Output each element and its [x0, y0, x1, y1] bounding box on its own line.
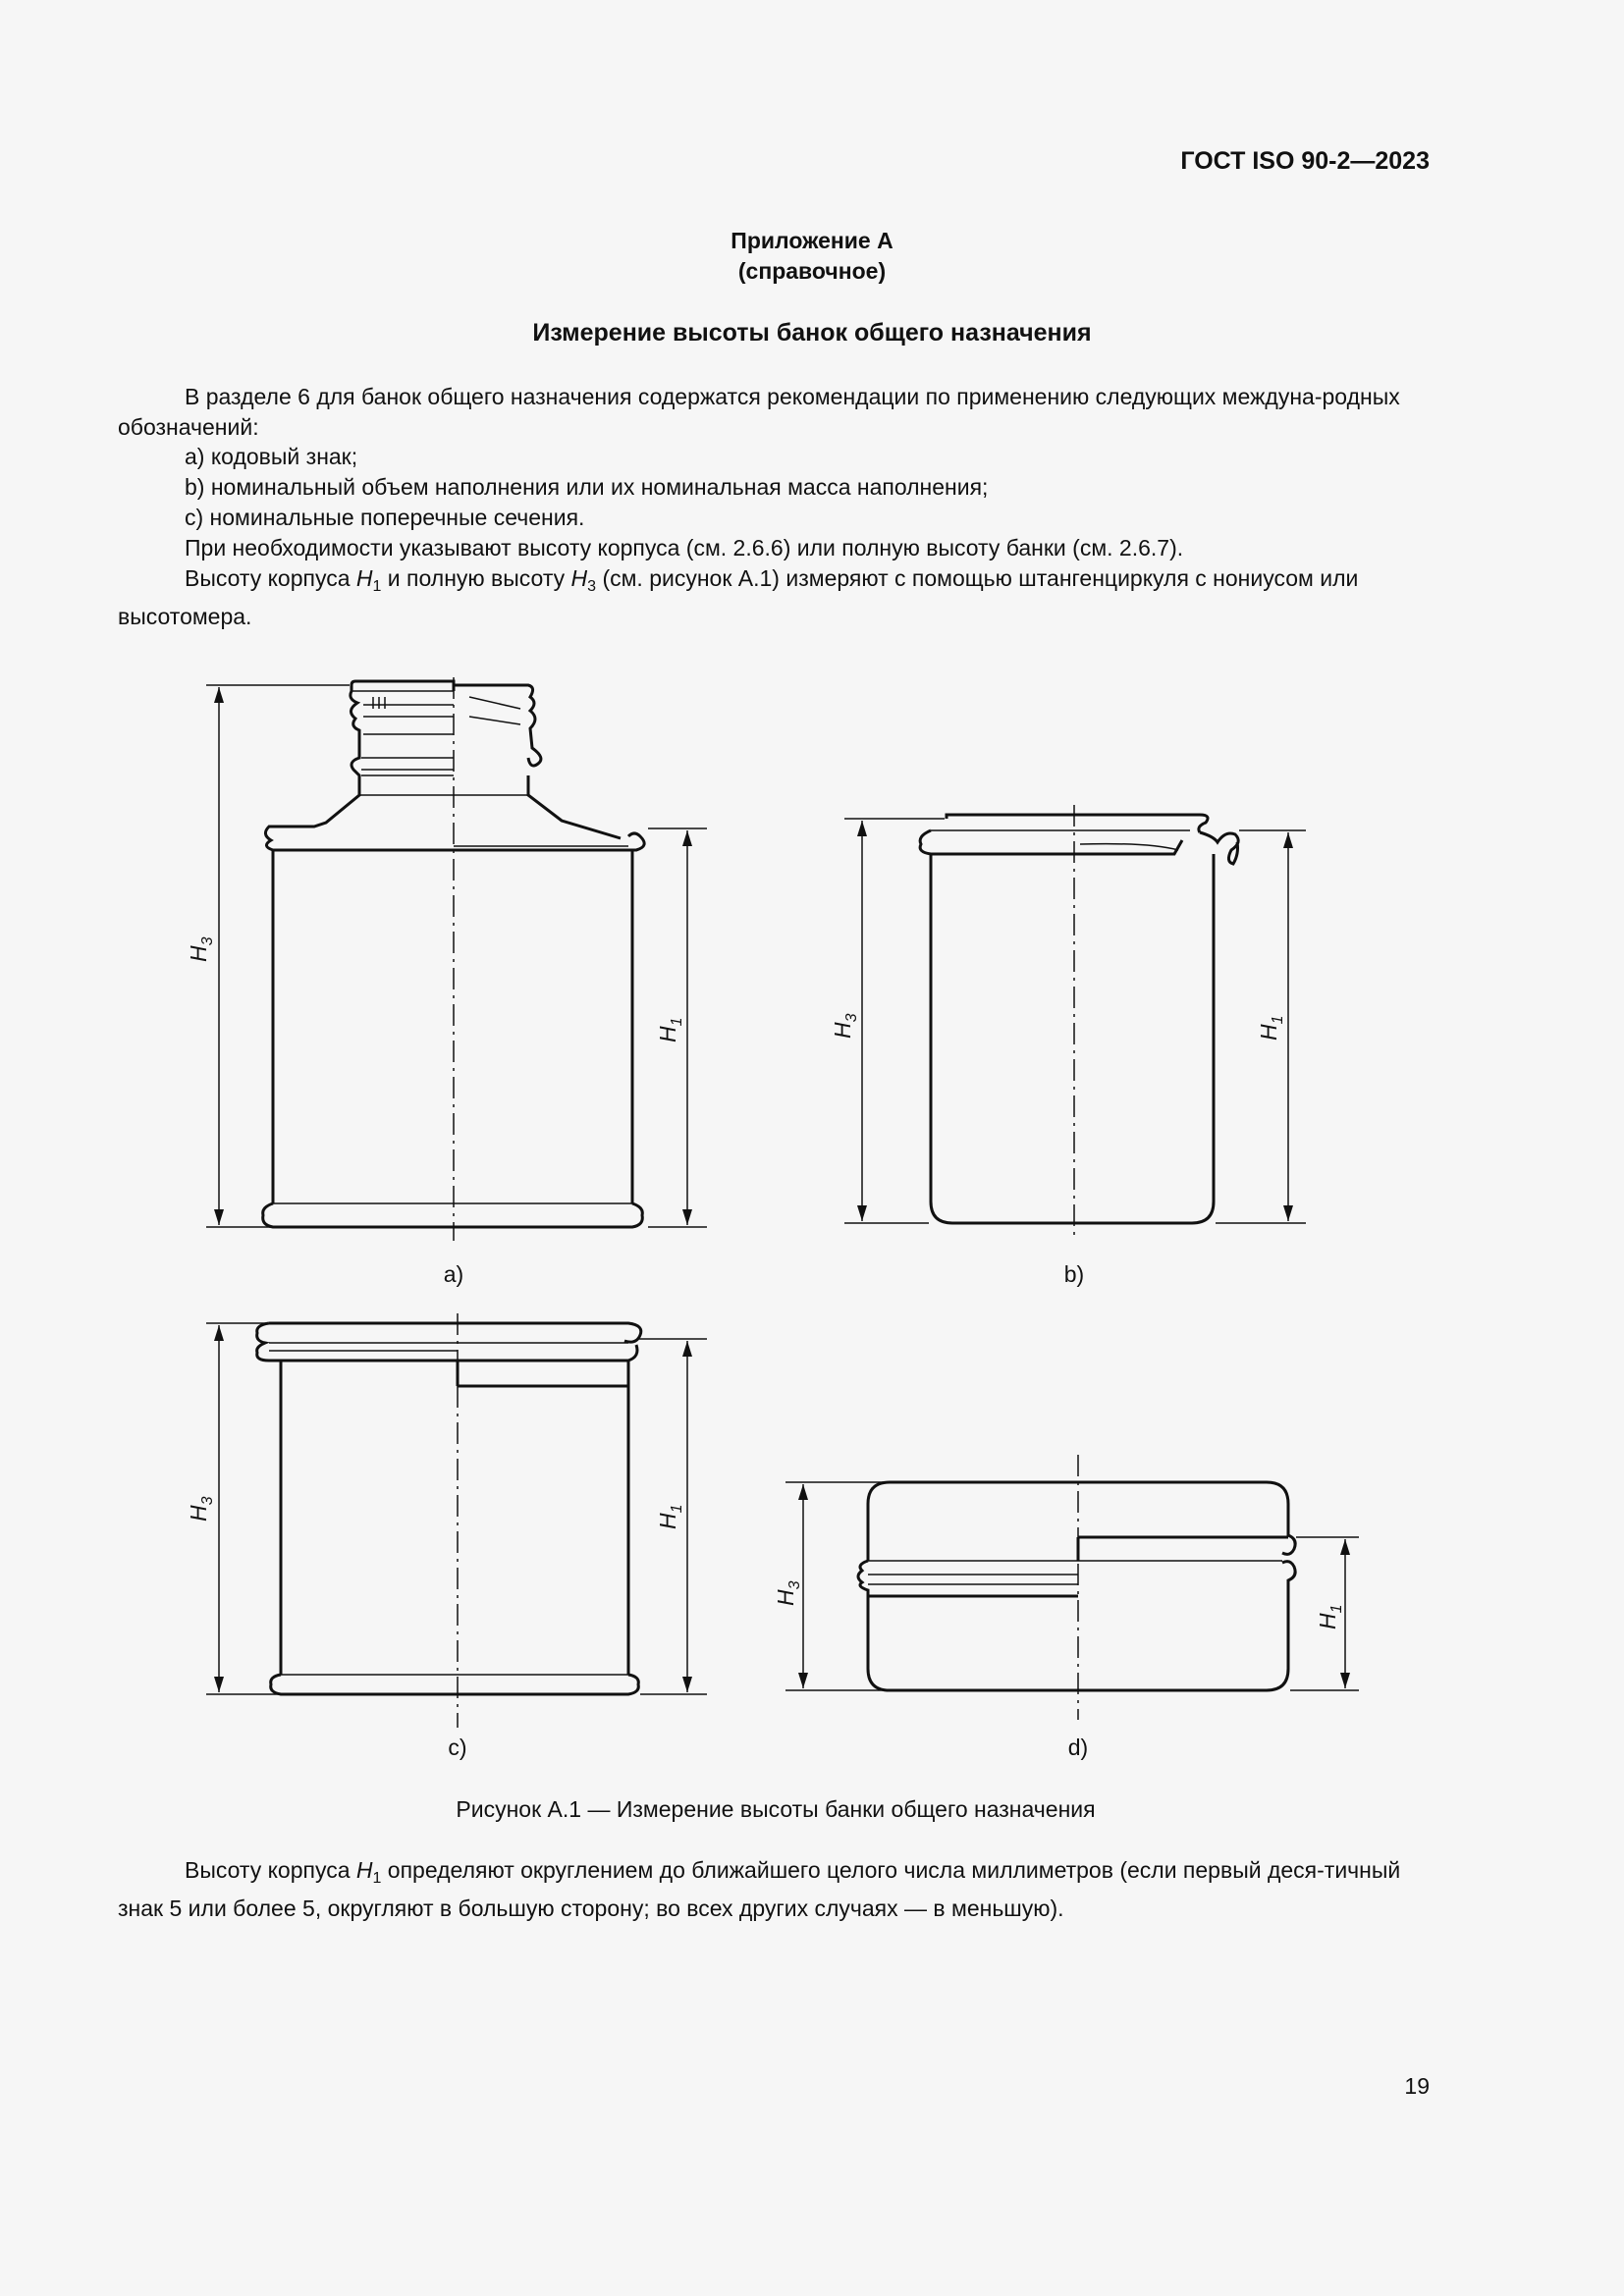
h3-label: $H_3$	[830, 1013, 860, 1039]
subfigure-label-a: a)	[443, 1261, 464, 1287]
section-heading: Измерение высоты банок общего назначения	[532, 319, 1092, 347]
list-item: b) номинальный объем наполнения или их номинальная масса наполнения;	[185, 474, 989, 500]
dimension-h3-a	[186, 685, 350, 1227]
dimension-h3-c	[186, 1323, 279, 1694]
annex-subtitle: (справочное)	[737, 258, 887, 284]
measure-text: (см. рисунок А.1) измеряют с помощью штангенциркуля с нониусом или высотомера.	[118, 565, 1359, 629]
page-number: 19	[1404, 2073, 1430, 2099]
subfigure-label-d: d)	[1067, 1735, 1089, 1760]
measure-text: Высоту корпуса	[185, 565, 356, 591]
dimension-h3-b	[830, 819, 945, 1223]
figure-caption: Рисунок А.1 — Измерение высоты банки общего назначения	[456, 1796, 1096, 1822]
subfigure-label-c: c)	[448, 1735, 467, 1760]
list-item: c) номинальные поперечные сечения.	[185, 505, 585, 530]
dimension-h1-d	[1290, 1537, 1359, 1690]
can-drawing-b	[920, 805, 1238, 1235]
dimension-h1-c	[638, 1339, 707, 1694]
rounding-text: Высоту корпуса	[185, 1857, 356, 1883]
rounding-text: определяют округлением до ближайшего целого числа миллиметров (если первый деся-тичный знак 5 или более 5, округляют в большую сторону; во всех других случаях — в меньшую).	[118, 1857, 1401, 1921]
h1-symbol: H	[355, 1857, 373, 1883]
h3-label: $H_3$	[773, 1580, 803, 1606]
dimension-h1-a	[648, 828, 707, 1227]
intro-paragraph: В разделе 6 для банок общего назначения содержатся рекомендации по применению следующих междуна-родных обозначений:	[118, 384, 1400, 440]
h1-subscript: 1	[372, 578, 382, 595]
subfigure-label-b: b)	[1063, 1261, 1085, 1287]
height-paragraph: При необходимости указывают высоту корпуса (см. 2.6.6) или полную высоту банки (см. 2.6.7).	[185, 535, 1184, 561]
list-item: a) кодовый знак;	[185, 444, 358, 469]
can-drawing-a	[263, 677, 644, 1241]
can-drawing-d	[858, 1455, 1295, 1720]
dimension-h3-d	[773, 1482, 888, 1690]
h1-symbol: H	[355, 565, 373, 591]
measure-text: и полную высоту	[381, 565, 571, 591]
h1-label: $H_1$	[1315, 1604, 1345, 1629]
h3-label: $H_3$	[186, 1496, 216, 1522]
h1-label: $H_1$	[655, 1017, 685, 1042]
annex-title: Приложение А	[731, 228, 893, 253]
document-standard-header: ГОСТ ISO 90-2—2023	[1180, 147, 1430, 175]
h1-label: $H_1$	[1256, 1015, 1286, 1041]
dimension-h1-b	[1216, 830, 1306, 1223]
h3-subscript: 3	[587, 578, 597, 595]
can-drawing-c	[257, 1313, 641, 1728]
h3-symbol: H	[570, 565, 588, 591]
h1-label: $H_1$	[655, 1504, 685, 1529]
rounding-paragraph	[118, 1855, 1430, 1924]
h1-subscript: 1	[372, 1870, 382, 1887]
h3-label: $H_3$	[186, 936, 216, 962]
